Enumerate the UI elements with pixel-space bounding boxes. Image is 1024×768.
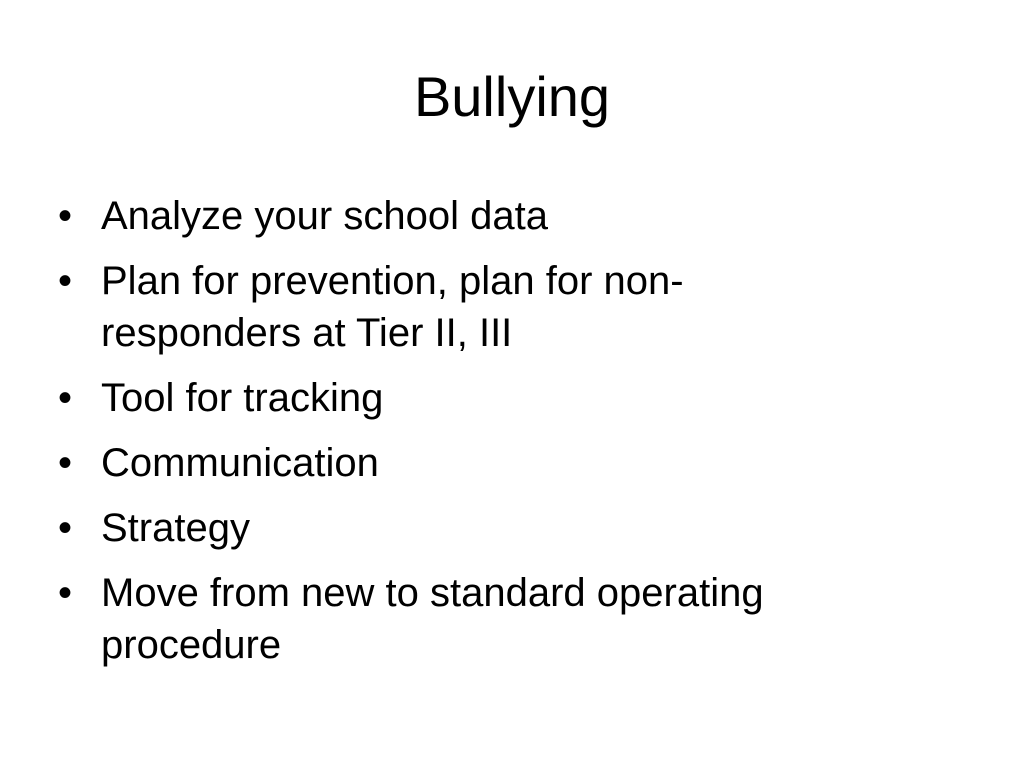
bullet-text xyxy=(101,437,958,489)
bullet-item xyxy=(58,437,958,489)
bullet-dot: • xyxy=(58,194,73,238)
bullet-text xyxy=(101,372,958,424)
bullet-dot: • xyxy=(58,506,73,550)
bullet-text xyxy=(101,255,958,359)
bullet-item xyxy=(58,502,958,554)
bullet-line: Communication xyxy=(101,441,379,485)
bullet-line: responders at Tier II, III xyxy=(101,311,513,355)
bullet-item xyxy=(58,567,958,671)
bullet-dot: • xyxy=(58,259,73,303)
slide-title: Bullying xyxy=(413,65,611,128)
bullet-line: Plan for prevention, plan for non- xyxy=(101,259,684,303)
bullet-line: Analyze your school data xyxy=(101,194,548,238)
bullet-line: Strategy xyxy=(101,506,250,550)
bullet-list xyxy=(58,190,958,684)
bullet-text xyxy=(101,190,958,242)
bullet-item xyxy=(58,372,958,424)
bullet-item xyxy=(58,255,958,359)
bullet-dot: • xyxy=(58,571,73,615)
bullet-dot: • xyxy=(58,441,73,485)
bullet-text xyxy=(101,567,958,671)
bullet-item xyxy=(58,190,958,242)
bullet-text xyxy=(101,502,958,554)
bullet-line: procedure xyxy=(101,623,282,667)
bullet-line: Tool for tracking xyxy=(101,376,384,420)
bullet-dot: • xyxy=(58,376,73,420)
bullet-line: Move from new to standard operating xyxy=(101,571,764,615)
